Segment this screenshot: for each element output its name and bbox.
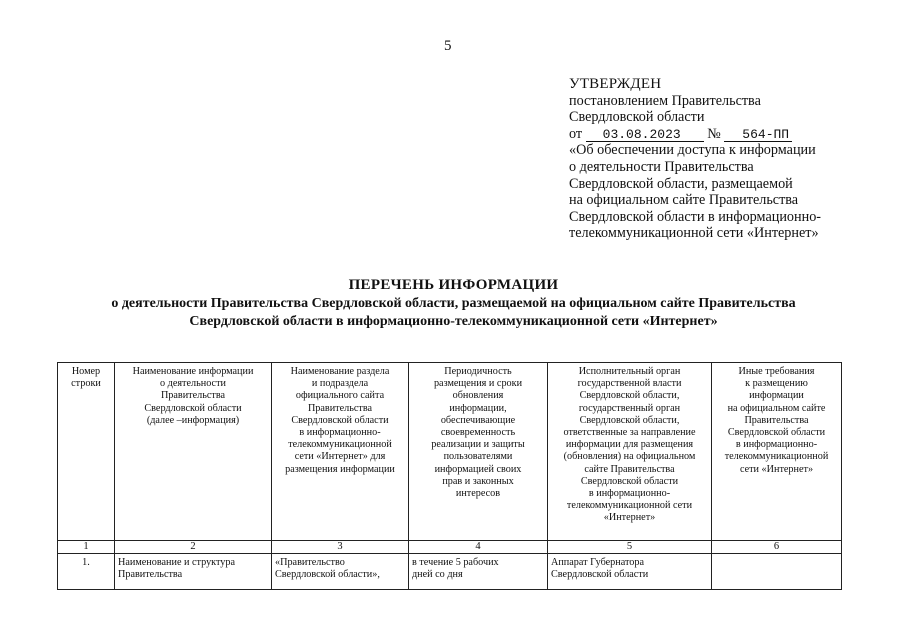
page-number: 5 xyxy=(444,38,452,54)
document-title xyxy=(0,276,907,330)
header-cell-periodicity: Периодичность размещения и сроки обновления информации, обеспечивающие своевременность реализации и защиты пользователями информацией своих прав и законных интересов xyxy=(409,363,548,541)
header-cell-site-section: Наименование раздела и подраздела официального сайта Правительства Свердловской области в информационно- телекоммуникационной сети «Интернет» для размещения информации xyxy=(272,363,409,541)
approval-title-line: телекоммуникационной сети «Интернет» xyxy=(569,225,819,242)
approval-number: 564-ПП xyxy=(724,128,792,142)
info-name-cell: Наименование и структура Правительства xyxy=(115,554,272,590)
approval-title-line: Свердловской области в информационно- xyxy=(569,208,822,225)
header-cell-row-number: Номер строки xyxy=(58,363,115,541)
other-requirements-cell xyxy=(712,554,842,590)
row-number-cell: 1. xyxy=(58,554,115,590)
document-subtitle-line: о деятельности Правительства Свердловской области, размещаемой на официальном сайте Правительства xyxy=(111,296,796,311)
header-cell-info-name: Наименование информации о деятельности Правительства Свердловской области (далее –информация) xyxy=(115,363,272,541)
site-section-cell: «Правительство Свердловской области», xyxy=(272,554,409,590)
column-number: 1 xyxy=(58,541,115,554)
approval-title-line: Свердловской области, размещаемой xyxy=(569,175,793,192)
document-main-title: ПЕРЕЧЕНЬ ИНФОРМАЦИИ xyxy=(348,277,559,293)
approval-line: Свердловской области xyxy=(569,109,705,126)
column-number: 2 xyxy=(115,541,272,554)
column-number: 4 xyxy=(409,541,548,554)
header-cell-other-requirements: Иные требования к размещению информации на официальном сайте Правительства Свердловской области в информационно- телекоммуникационной сети «Интернет» xyxy=(712,363,842,541)
approval-title-line: «Об обеспечении доступа к информации xyxy=(569,142,816,159)
periodicity-cell: в течение 5 рабочих дней со дня xyxy=(409,554,548,590)
column-number: 6 xyxy=(712,541,842,554)
table-row xyxy=(58,554,842,590)
approval-date: 03.08.2023 xyxy=(586,128,704,142)
column-number: 3 xyxy=(272,541,409,554)
approval-title-line: о деятельности Правительства xyxy=(569,158,754,175)
header-cell-responsible-body: Исполнительный орган государственной власти Свердловской области, государственный орган Свердловской области, ответственные за направление информации для размещения (обновления) на официальном сайте Правительства Свердловской области в информационно- телекоммуникационной сети «Интернет» xyxy=(548,363,712,541)
responsible-body-cell: Аппарат Губернатора Свердловской области xyxy=(548,554,712,590)
column-number: 5 xyxy=(548,541,712,554)
approval-line: постановлением Правительства xyxy=(569,92,761,109)
column-number-row xyxy=(58,541,842,554)
approval-stamp xyxy=(569,76,869,242)
number-sign: № xyxy=(707,125,721,142)
approval-title-line: на официальном сайте Правительства xyxy=(569,192,799,209)
approval-date-row xyxy=(569,126,869,143)
table-header-row xyxy=(58,363,842,541)
document-subtitle-line: Свердловской области в информационно-телекоммуникационной сети «Интернет» xyxy=(189,313,718,329)
approval-heading: УТВЕРЖДЕН xyxy=(569,76,662,92)
information-table xyxy=(57,362,842,590)
from-label: от xyxy=(569,125,583,142)
